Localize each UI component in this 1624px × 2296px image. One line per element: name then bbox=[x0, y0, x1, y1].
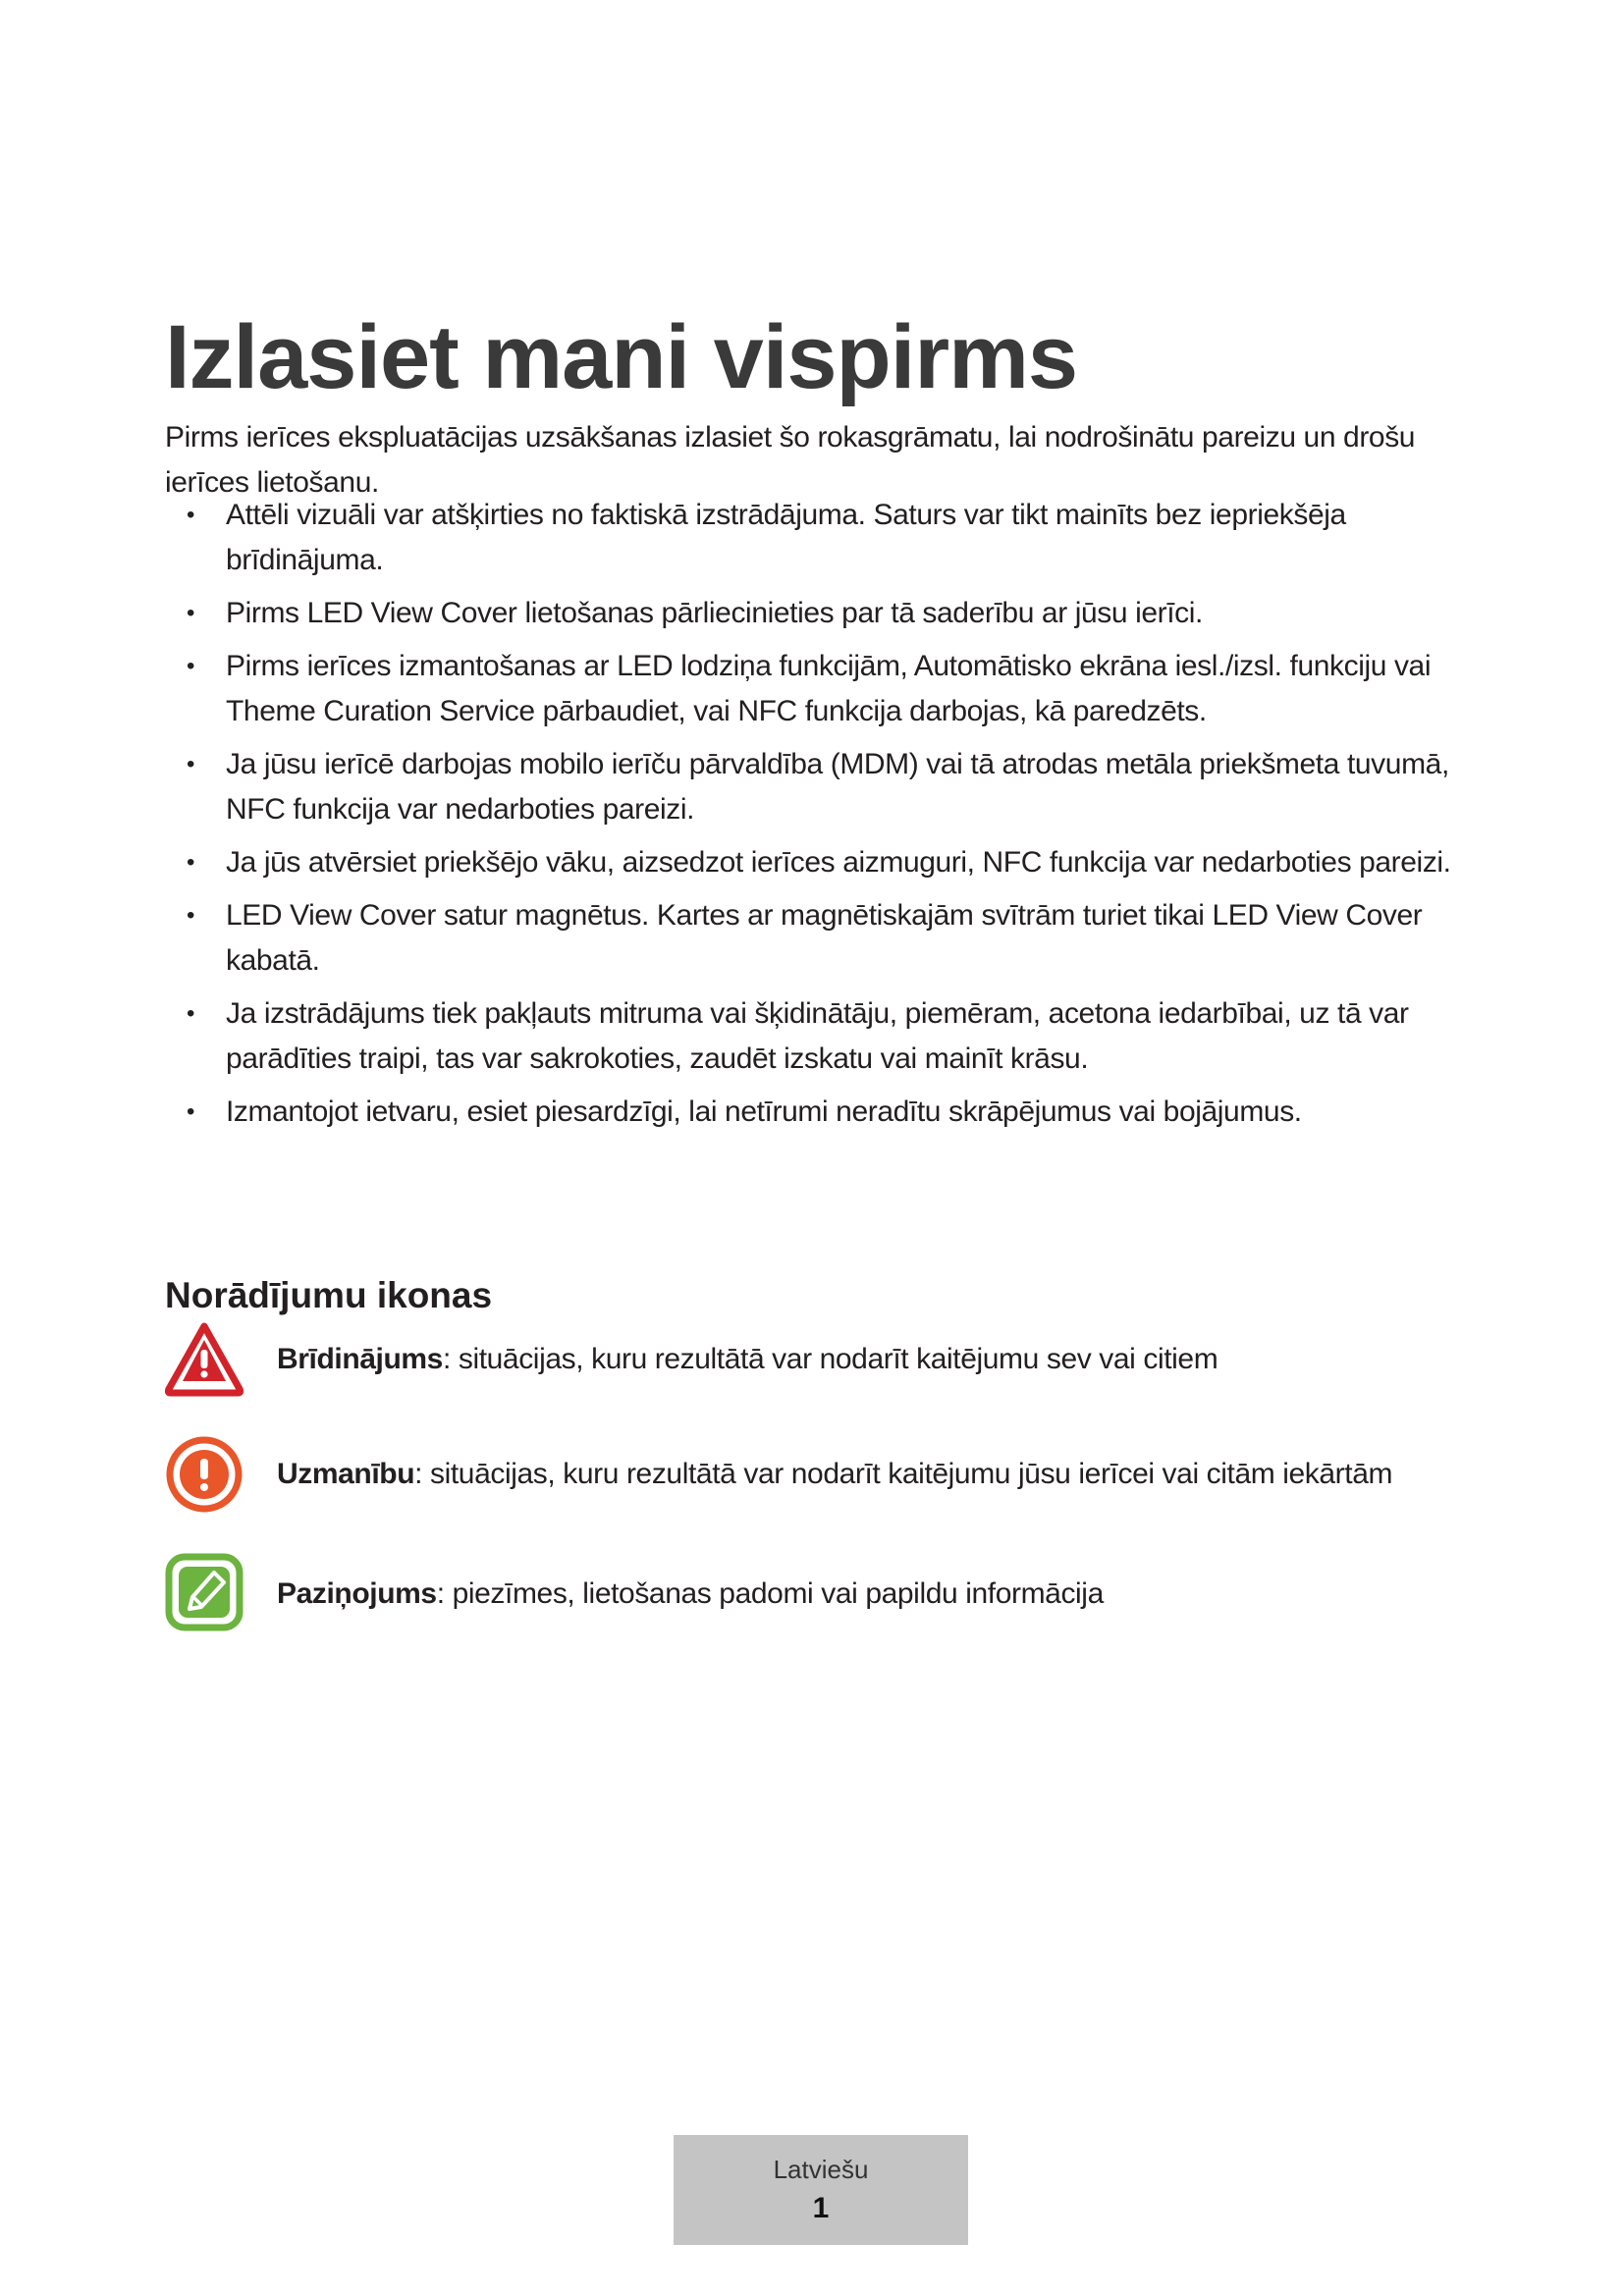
bullet-dot: • bbox=[187, 502, 195, 528]
note-pencil-icon bbox=[165, 1553, 244, 1631]
bullet-list bbox=[165, 493, 1481, 1143]
page-footer bbox=[674, 2135, 968, 2245]
list-item: • Ja jūs atvērsiet priekšējo vāku, aizsedzot ierīces aizmuguri, NFC funkcija var nedarboties pareizi. bbox=[165, 840, 1481, 885]
note-description: Paziņojums: piezīmes, lietošanas padomi vai papildu informācija bbox=[277, 1577, 1104, 1610]
icon-row-warning bbox=[165, 1320, 1481, 1399]
warning-description: Brīdinājums: situācijas, kuru rezultātā var nodarīt kaitējumu sev vai citiem bbox=[277, 1343, 1218, 1375]
page-number: 1 bbox=[812, 2192, 830, 2224]
caution-description: Uzmanību: situācijas, kuru rezultātā var nodarīt kaitējumu jūsu ierīcei vai citām iekārtām bbox=[277, 1458, 1393, 1490]
warning-term: Brīdinājums bbox=[277, 1343, 443, 1375]
list-item: • Ja izstrādājums tiek pakļauts mitruma vai šķidinātāju, piemēram, acetona iedarbībai, uz tā var parādīties traipi, tas var sakrokoties, zaudēt izskatu vai mainīt krāsu. bbox=[165, 991, 1481, 1082]
footer-language: Latviešu bbox=[773, 2155, 869, 2184]
bullet-dot: • bbox=[187, 1098, 195, 1125]
list-item: • Pirms LED View Cover lietošanas pārliecinieties par tā saderību ar jūsu ierīci. bbox=[165, 591, 1481, 636]
list-item: • Izmantojot ietvaru, esiet piesardzīgi, lai netīrumi neradītu skrāpējumus vai bojājumus. bbox=[165, 1090, 1481, 1135]
caution-term: Uzmanību bbox=[277, 1458, 415, 1490]
caution-circle-icon bbox=[165, 1435, 244, 1514]
list-item: • Pirms ierīces izmantošanas ar LED lodziņa funkcijām, Automātisko ekrāna iesl./izsl. funkciju vai Theme Curation Service pārbaudiet, vai NFC funkcija darbojas, kā paredzēts. bbox=[165, 644, 1481, 734]
list-item: • LED View Cover satur magnētus. Kartes ar magnētiskajām svītrām turiet tikai LED View Cover kabatā. bbox=[165, 893, 1481, 984]
note-term: Paziņojums bbox=[277, 1577, 437, 1610]
list-item: • Ja jūsu ierīcē darbojas mobilo ierīču pārvaldība (MDM) vai tā atrodas metāla priekšmeta tuvumā, NFC funkcija var nedarboties pareizi. bbox=[165, 742, 1481, 832]
bullet-dot: • bbox=[187, 849, 195, 876]
bullet-dot: • bbox=[187, 751, 195, 777]
warning-triangle-icon bbox=[165, 1320, 244, 1399]
bullet-dot: • bbox=[187, 600, 195, 626]
icon-row-note bbox=[165, 1553, 1481, 1631]
bullet-dot: • bbox=[187, 1000, 195, 1027]
bullet-dot: • bbox=[187, 653, 195, 679]
list-item: • Attēli vizuāli var atšķirties no faktiskā izstrādājuma. Saturs var tikt mainīts bez iepriekšēja brīdinājuma. bbox=[165, 493, 1481, 583]
icon-row-caution bbox=[165, 1435, 1481, 1514]
intro-text: Pirms ierīces ekspluatācijas uzsākšanas izlasiet šo rokasgrāmatu, lai nodrošinātu pareizu un drošu ierīces lietošanu. bbox=[165, 421, 1416, 499]
page-title: Izlasiet mani vispirms bbox=[165, 306, 1078, 407]
section-title: Norādījumu ikonas bbox=[165, 1274, 493, 1315]
bullet-dot: • bbox=[187, 902, 195, 929]
